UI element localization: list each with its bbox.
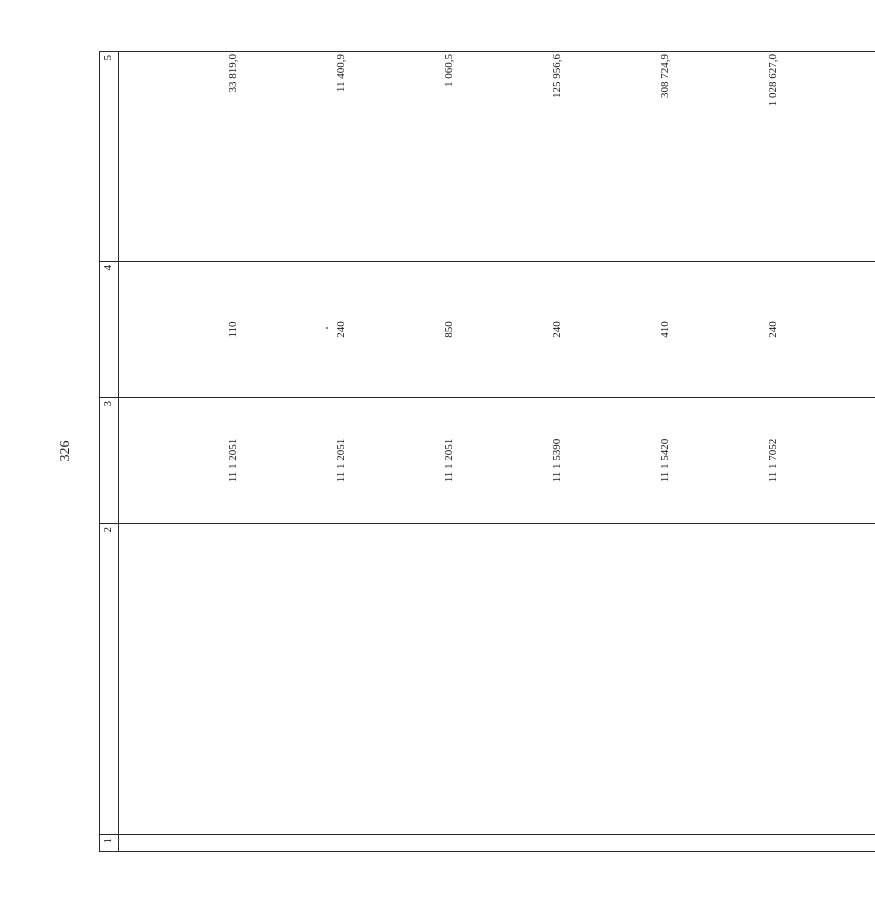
row-amount: 33 819,0 bbox=[227, 52, 335, 262]
row-kind: 110 bbox=[227, 262, 335, 398]
table-row bbox=[767, 52, 875, 852]
table-row bbox=[551, 52, 659, 852]
table-row bbox=[659, 52, 767, 852]
table-row bbox=[227, 52, 335, 852]
row-code: 11 1 5420 bbox=[659, 398, 767, 524]
row-code: 11 1 2051 bbox=[335, 398, 443, 524]
header-col-2: 2 bbox=[100, 524, 119, 835]
row-code: 11 1 2051 bbox=[227, 398, 335, 524]
header-row bbox=[100, 52, 119, 852]
row-kind: 240 bbox=[767, 262, 875, 398]
row-kind: 850 bbox=[443, 262, 551, 398]
row-description bbox=[551, 524, 659, 835]
row-code: 11 1 7052 bbox=[767, 398, 875, 524]
header-col-3: 3 bbox=[100, 398, 119, 524]
row-kind: 240 bbox=[551, 262, 659, 398]
table-row bbox=[119, 52, 228, 852]
row-kind: 410 bbox=[659, 262, 767, 398]
page-number: 326 bbox=[58, 440, 73, 462]
budget-table bbox=[99, 51, 875, 852]
row-description bbox=[443, 524, 551, 835]
row-amount: 1 028 627,0 bbox=[767, 52, 875, 262]
header-col-1: 1 bbox=[100, 835, 119, 852]
row-description bbox=[335, 524, 443, 835]
budget-table-rotated bbox=[99, 52, 779, 852]
row-description bbox=[659, 524, 767, 835]
header-col-5: 5 bbox=[100, 52, 119, 262]
row-amount: 11 400,9 bbox=[335, 52, 443, 262]
table-row bbox=[443, 52, 551, 852]
row-code bbox=[119, 398, 228, 524]
row-amount: 125 956,6 bbox=[551, 52, 659, 262]
row-amount bbox=[119, 52, 228, 262]
row-code: 11 1 2051 bbox=[443, 398, 551, 524]
row-kind: 240 bbox=[335, 262, 443, 398]
header-col-4: 4 bbox=[100, 262, 119, 398]
row-amount: 308 724,9 bbox=[659, 52, 767, 262]
row-amount: 1 060,5 bbox=[443, 52, 551, 262]
row-description bbox=[119, 524, 228, 835]
row-kind bbox=[119, 262, 228, 398]
table-row bbox=[335, 52, 443, 852]
row-code: 11 1 5390 bbox=[551, 398, 659, 524]
row-description bbox=[767, 524, 875, 835]
row-description bbox=[227, 524, 335, 835]
